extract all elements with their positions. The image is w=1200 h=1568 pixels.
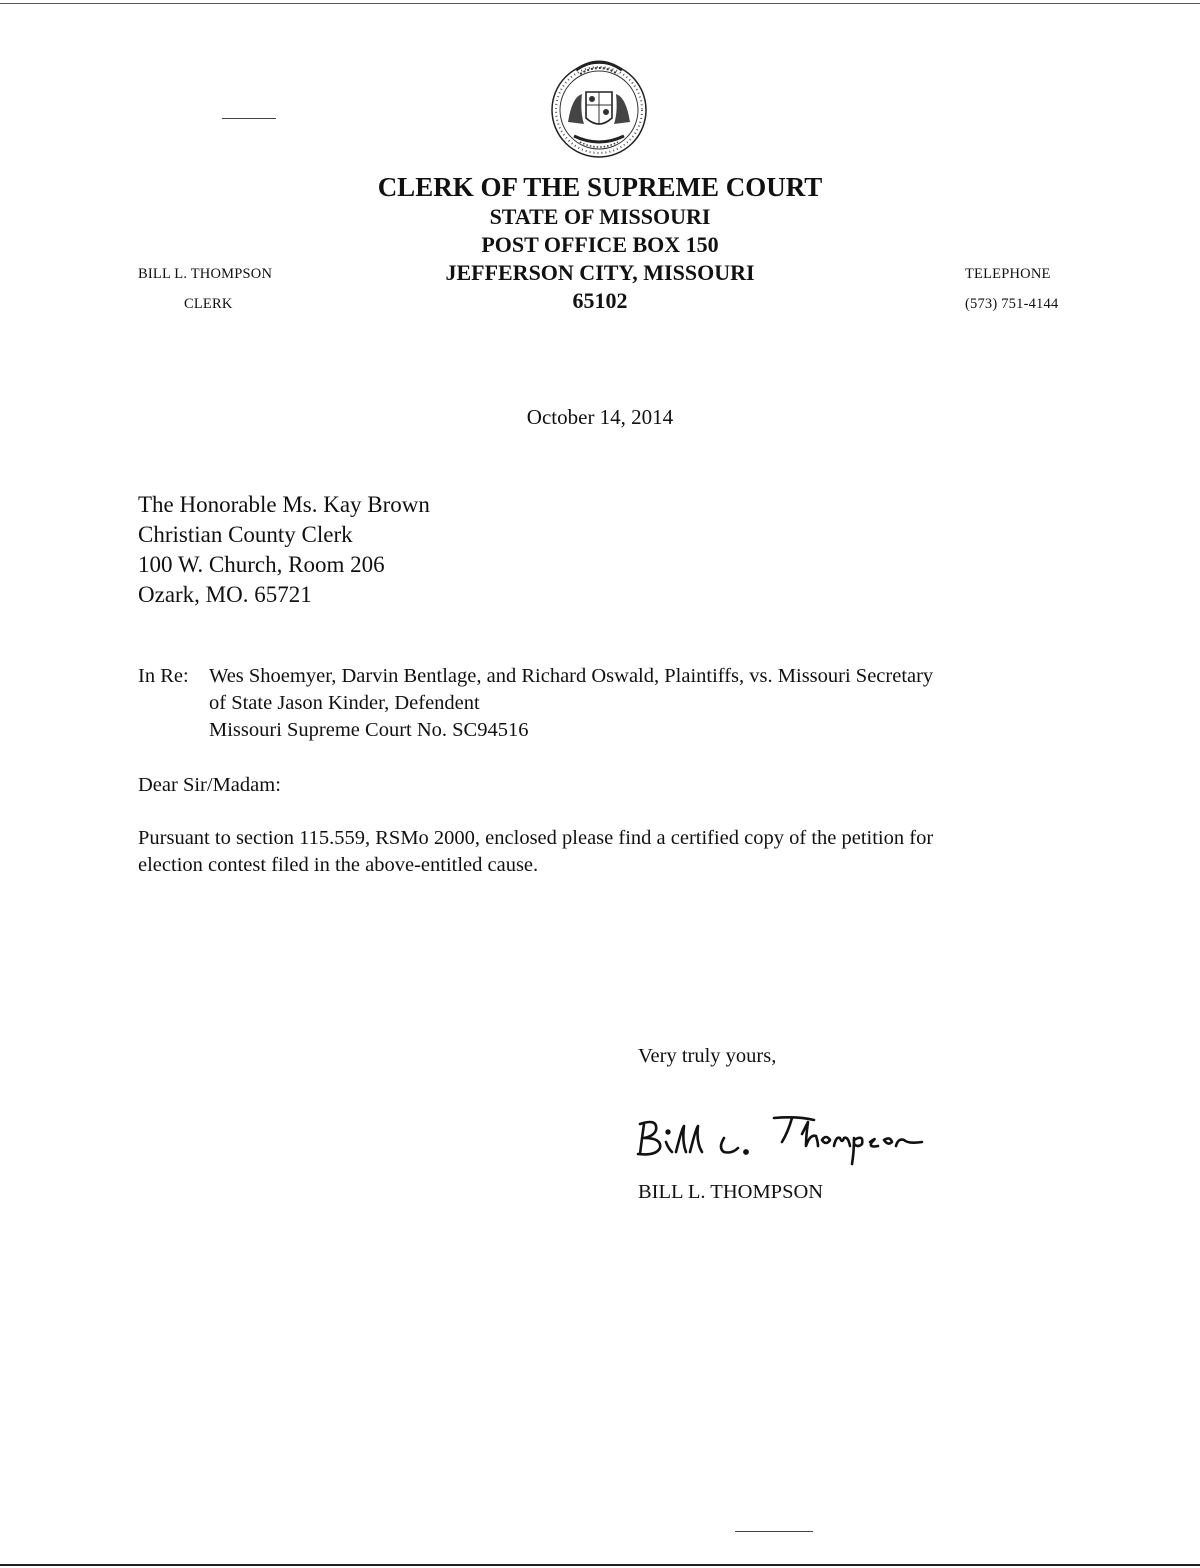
recipient-street: 100 W. Church, Room 206 bbox=[138, 552, 385, 577]
scan-mark bbox=[222, 118, 276, 119]
telephone-label: TELEPHONE bbox=[965, 266, 1051, 282]
letterhead-city: JEFFERSON CITY, MISSOURI bbox=[445, 260, 755, 285]
body-paragraph-line: election contest filed in the above-entitled cause. bbox=[138, 854, 539, 876]
telephone-number: (573) 751-4144 bbox=[965, 296, 1059, 312]
salutation: Dear Sir/Madam: bbox=[138, 774, 281, 796]
scan-edge-line-top bbox=[0, 3, 1200, 4]
signatory-name: BILL L. THOMPSON bbox=[638, 1181, 824, 1203]
re-case-number: Missouri Supreme Court No. SC94516 bbox=[209, 719, 529, 741]
clerk-name: BILL L. THOMPSON bbox=[138, 266, 273, 282]
recipient-city: Ozark, MO. 65721 bbox=[138, 582, 312, 607]
letter-date: October 14, 2014 bbox=[526, 405, 674, 429]
handwritten-signature bbox=[632, 1108, 932, 1170]
re-line: Wes Shoemyer, Darvin Bentlage, and Richard Oswald, Plaintiffs, vs. Missouri Secretary bbox=[209, 665, 934, 687]
letterhead-zip: 65102 bbox=[572, 288, 628, 313]
scan-mark bbox=[735, 1531, 813, 1532]
closing: Very truly yours, bbox=[638, 1045, 777, 1067]
letterhead-po-box: POST OFFICE BOX 150 bbox=[481, 232, 719, 257]
body-paragraph-line: Pursuant to section 115.559, RSMo 2000, enclosed please find a certified copy of the petition for bbox=[138, 827, 934, 849]
letterhead-state: STATE OF MISSOURI bbox=[489, 204, 711, 229]
re-label: In Re: bbox=[138, 665, 189, 687]
recipient-title: Christian County Clerk bbox=[138, 522, 353, 547]
state-seal-icon bbox=[546, 52, 652, 160]
recipient-name: The Honorable Ms. Kay Brown bbox=[138, 492, 430, 517]
letterhead-title: CLERK OF THE SUPREME COURT bbox=[377, 172, 823, 202]
scan-edge-line-bottom bbox=[0, 1564, 1200, 1566]
clerk-role: CLERK bbox=[184, 296, 233, 312]
re-line: of State Jason Kinder, Defendent bbox=[209, 692, 480, 714]
